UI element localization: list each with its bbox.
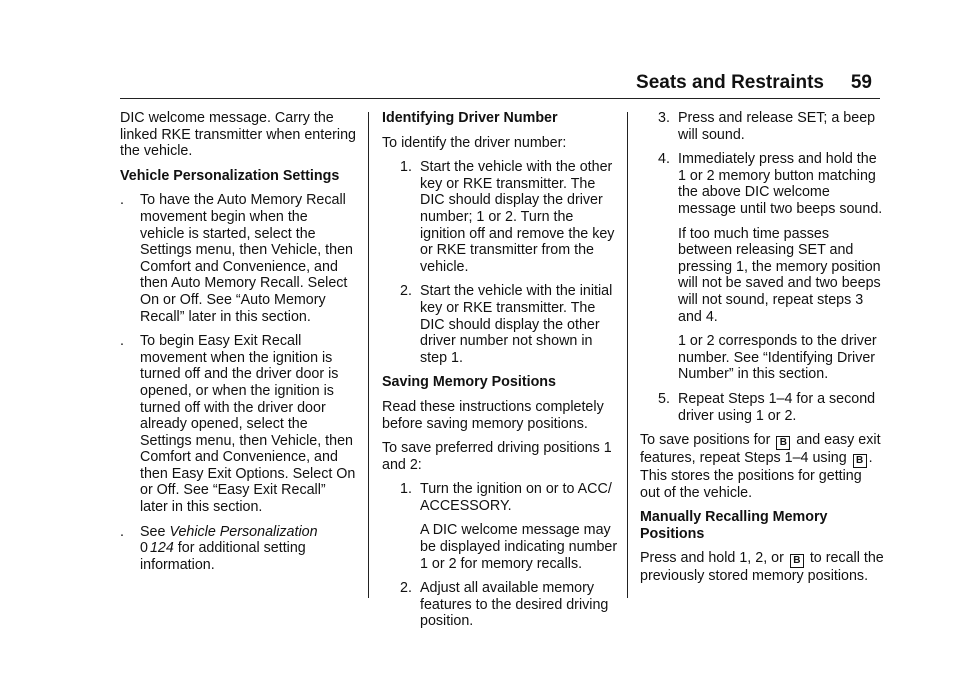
numbered-step — [400, 283, 618, 366]
exit-memory-button-icon: B — [790, 554, 804, 568]
bullet-text-pre: See — [140, 523, 166, 540]
step-note: If too much time passes between releasing SET and pressing 1, the memory position will not be saved and two beeps will not sound, repeat steps 3 and 4. — [678, 225, 881, 325]
step-number: 1. — [400, 159, 412, 176]
paragraph-text: to recall the previously stored memory positions. — [640, 550, 884, 585]
paragraph: DIC welcome message. Carry the linked RKE transmitter when entering the vehicle. — [120, 110, 357, 160]
numbered-step — [400, 481, 618, 514]
bullet-icon: . — [120, 192, 124, 209]
bullet-icon: . — [120, 333, 124, 350]
page-header — [0, 72, 960, 100]
bullet-text: To have the Auto Memory Recall movement begin when the vehicle is started, select the Settings menu, then Vehicle, then Comfort and Convenience, and then Auto Memory Recall. Select On or Off. See “Auto Memory Recall” later in this section. — [140, 192, 354, 325]
paragraph: To save preferred driving positions 1 and 2: — [382, 440, 612, 473]
exit-memory-button-icon: B — [776, 436, 790, 450]
step-text: Adjust all available memory features to the desired driving position. — [420, 580, 609, 630]
numbered-step — [400, 580, 618, 630]
column-3 — [640, 110, 884, 593]
paragraph: Read these instructions completely before saving memory positions. — [382, 398, 604, 432]
column-divider — [368, 112, 369, 598]
step-number: 5. — [658, 390, 670, 407]
subheading: Manually Recalling Memory Positions — [640, 509, 828, 542]
bullet-item — [120, 192, 356, 325]
step-text: Repeat Steps 1–4 for a second driver using 1 or 2. — [678, 390, 876, 424]
numbered-step — [658, 391, 884, 424]
step-note: A DIC welcome message may be displayed indicating number 1 or 2 for memory recalls. — [420, 522, 618, 572]
bullet-item — [120, 333, 356, 516]
step-number: 3. — [658, 110, 670, 126]
section-title: Seats and Restraints — [636, 72, 824, 93]
column-divider — [627, 112, 628, 598]
numbered-step — [658, 151, 884, 217]
numbered-step — [658, 110, 884, 143]
step-text: Start the vehicle with the other key or RKE transmitter. The DIC should display the driver number; 1 or 2. Turn the ignition off and remove the key or RKE transmitter from the vehicle. — [420, 159, 615, 275]
cross-reference-link[interactable]: Vehicle Personalization — [169, 523, 318, 540]
step-text: Start the vehicle with the initial key or RKE transmitter. The DIC should display the other driver number not shown in step 1. — [420, 283, 613, 366]
bullet-icon: . — [120, 523, 124, 540]
page-number: 59 — [850, 72, 872, 93]
page-reference-number[interactable]: 124 — [149, 540, 174, 557]
page-reference-icon: 0 — [140, 540, 148, 557]
step-number: 4. — [658, 151, 670, 168]
paragraph-text: . This stores the positions for getting out of the vehicle. — [640, 450, 873, 501]
subheading: Identifying Driver Number — [382, 110, 558, 126]
step-text: Immediately press and hold the 1 or 2 memory button matching the above DIC welcome message until two beeps sound. — [678, 151, 883, 217]
subheading: Saving Memory Positions — [382, 374, 556, 391]
step-number: 2. — [400, 283, 412, 300]
paragraph-text: To save positions for — [640, 432, 771, 449]
step-text: Press and release SET; a beep will sound. — [678, 110, 876, 143]
exit-memory-button-icon: B — [853, 454, 867, 468]
header-rule — [120, 98, 880, 99]
step-number: 2. — [400, 580, 412, 597]
paragraph-text: Press and hold 1, 2, or — [640, 550, 784, 567]
paragraph — [640, 432, 884, 501]
step-note: 1 or 2 corresponds to the driver number. See “Identifying Driver Number” in this section. — [678, 333, 877, 383]
numbered-step — [400, 159, 618, 275]
bullet-text: To begin Easy Exit Recall movement when the ignition is turned off and the driver door is opened, or when the ignition is turned off with the driver door already opened, select the Settings menu, then Vehicle, then Comfort and Convenience, and then Easy Exit Options. Select On or Off. See “Easy Exit Recall” later in this section. — [140, 333, 356, 516]
bullet-text — [140, 524, 356, 574]
step-number: 1. — [400, 481, 412, 498]
column-2 — [382, 110, 618, 638]
paragraph-text: and easy exit features, repeat Steps 1–4 using — [640, 432, 881, 467]
column-1 — [120, 110, 356, 581]
paragraph — [640, 550, 884, 585]
subheading: Vehicle Personalization Settings — [120, 167, 340, 184]
step-text: Turn the ignition on or to ACC/ ACCESSORY. — [420, 481, 612, 514]
bullet-item — [120, 524, 356, 574]
bullet-text-post: for additional setting information. — [140, 540, 306, 573]
paragraph: To identify the driver number: — [382, 134, 567, 151]
